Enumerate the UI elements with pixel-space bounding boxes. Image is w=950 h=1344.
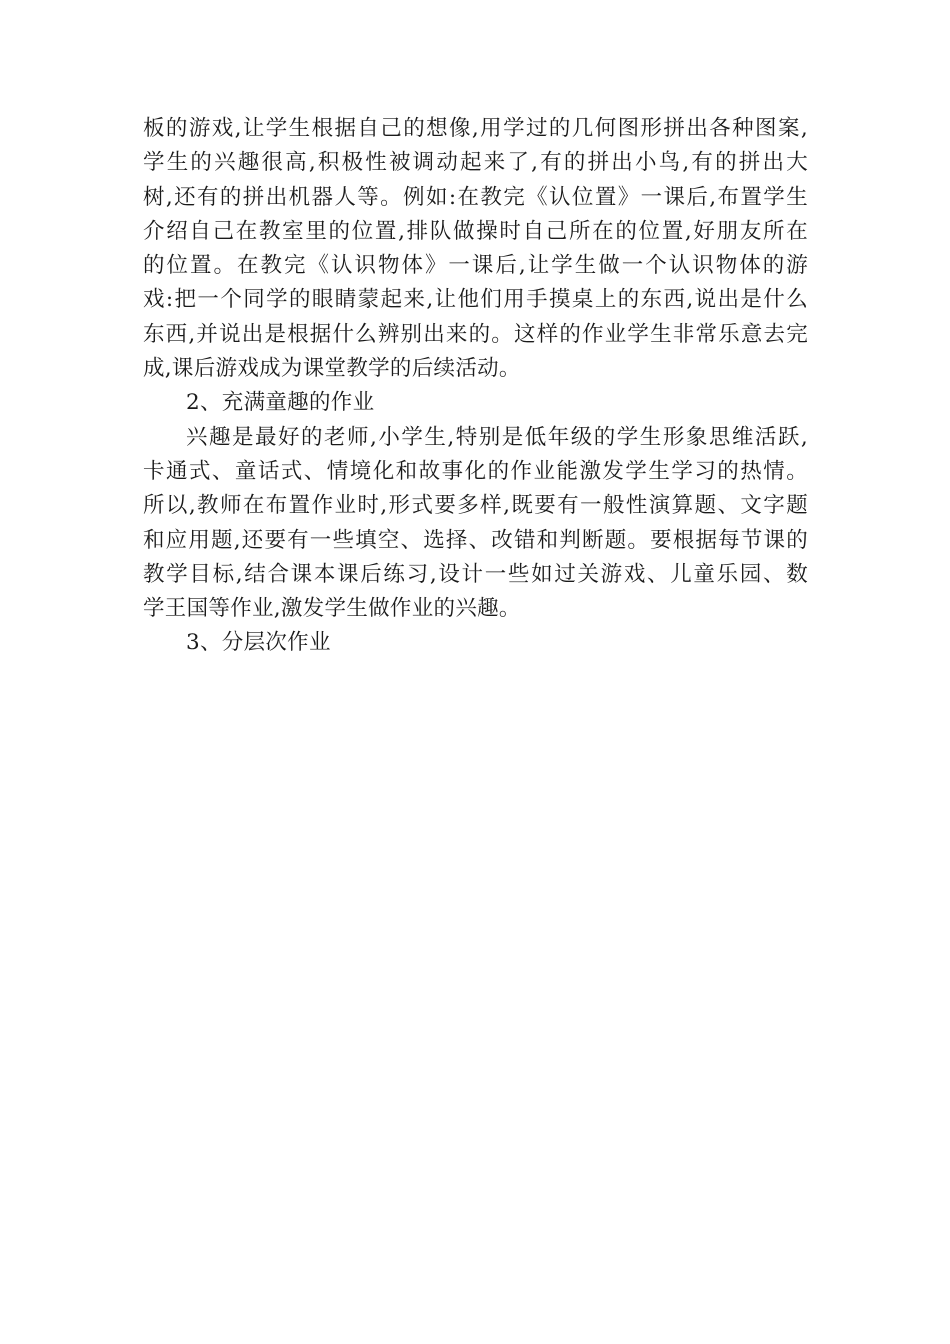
text-line: 的位置。在教完《认识物体》一课后,让学生做一个认识物体的游 [143,253,808,279]
text-line: 树,还有的拼出机器人等。例如:在教完《认位置》一课后,布置学生 [143,184,808,210]
text-line: 戏:把一个同学的眼睛蒙起来,让他们用手摸桌上的东西,说出是什么 [143,287,808,313]
section-heading-2: 2、充满童趣的作业 [186,390,375,416]
text-line: 所以,教师在布置作业时,形式要多样,既要有一般性演算题、文字题 [143,493,808,519]
paragraph-section-2 [143,421,808,627]
text-line: 卡通式、童话式、情境化和故事化的作业能激发学生学习的热情。 [143,458,808,484]
text-line: 学生的兴趣很高,积极性被调动起来了,有的拼出小鸟,有的拼出大 [143,150,808,176]
text-line: 教学目标,结合课本课后练习,设计一些如过关游戏、儿童乐园、数 [143,561,808,587]
section-heading-3: 3、分层次作业 [186,630,331,656]
text-line: 介绍自己在教室里的位置,排队做操时自己所在的位置,好朋友所在 [143,218,808,244]
document-body [143,112,808,661]
paragraph-continued [143,112,808,386]
text-line: 板的游戏,让学生根据自己的想像,用学过的几何图形拼出各种图案, [143,116,808,141]
text-line: 兴趣是最好的老师,小学生,特别是低年级的学生形象思维活跃, [186,424,808,450]
text-line: 成,课后游戏成为课堂教学的后续活动。 [143,356,521,382]
text-line: 和应用题,还要有一些填空、选择、改错和判断题。要根据每节课的 [143,527,808,553]
text-line: 东西,并说出是根据什么辨别出来的。这样的作业学生非常乐意去完 [143,321,808,347]
text-line: 学王国等作业,激发学生做作业的兴趣。 [143,596,521,622]
